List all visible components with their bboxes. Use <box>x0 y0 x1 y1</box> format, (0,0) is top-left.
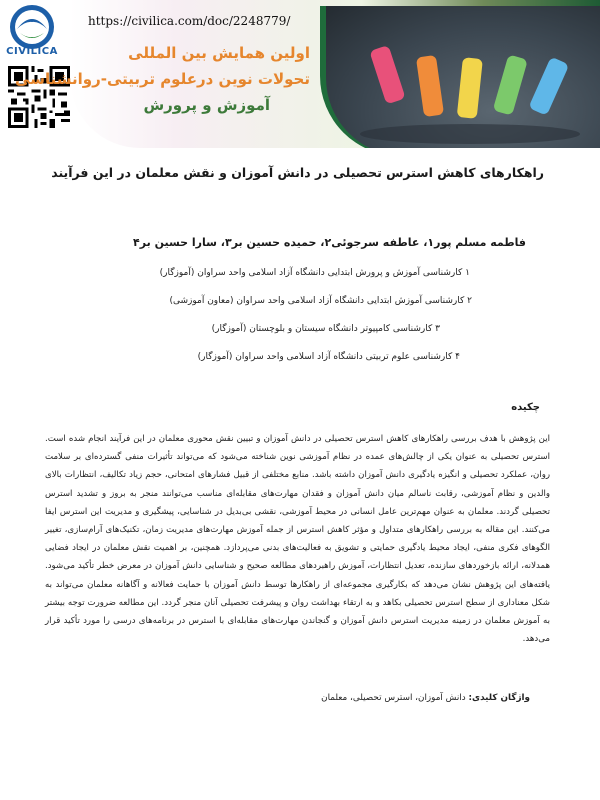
keywords-list: دانش آموزان، استرس تحصیلی، معلمان <box>321 693 466 703</box>
authors: فاطمه مسلم پور۱، عاطفه سرجوئی۲، حمیده حسین بر۳، سارا حسین بر۴ <box>133 236 526 249</box>
page-header <box>0 0 600 150</box>
banner-line-1: اولین همایش بین المللی <box>128 44 310 62</box>
chalkboard-image <box>320 6 600 148</box>
affiliation-3: ۳ کارشناسی کامپیوتر دانشگاه سیستان و بلوچستان (آموزگار) <box>211 324 440 334</box>
affiliation-1: ۱ کارشناسی آموزش و پرورش ابتدایی دانشگاه آزاد اسلامی واحد سراوان (آموزگار) <box>159 268 470 278</box>
chalk-pieces-icon <box>320 6 600 148</box>
document-url[interactable]: https://civilica.com/doc/2248779/ <box>88 14 291 28</box>
banner-line-3: آموزش و پرورش <box>143 96 270 114</box>
abstract-text: این پژوهش با هدف بررسی راهکارهای کاهش استرس تحصیلی در دانش آموزان و تبیین نقش محوری معلمان در این فرآیند انجام شده است. استرس تحصیلی به عنوان یکی از چالش‌های عمده در نظام آموزشی نوین شناخته می‌شود که می‌تواند تأثیرات منفی گسترده‌ای بر سلامت روان، عملکرد تحصیلی و انگیزه یادگیری دانش آموزان داشته باشد. منابع مختلفی از قبیل فشارهای امتحانی، حجم زیاد تکالیف، انتظارات بالای والدین و نظام آموزشی، رقابت ناسالم میان دانش آموزان و فقدان مهارت‌های مقابله‌ای مناسب می‌توانند منجر به بروز و تشدید استرس تحصیلی گردند. معلمان به عنوان مهم‌ترین عامل انسانی در محیط آموزشی، نقشی بی‌بدیل در شناسایی، پیشگیری و مدیریت این استرس ایفا می‌کنند. این مقاله به بررسی راهکارهای متداول و مؤثر کاهش استرس از جمله آموزش مهارت‌های مدیریت زمان، تکنیک‌های آرام‌سازی، تغییر الگوهای فکری منفی، ایجاد محیط یادگیری حمایتی و تشویق به فعالیت‌های بدنی می‌پردازد. همچنین، بر اهمیت نقش معلمان در ایجاد فضایی همدلانه، ارائه بازخوردهای سازنده، تعدیل انتظارات، آموزش راهبردهای مطالعه صحیح و شناسایی دانش آموزان در معرض خطر تأکید می‌شود. یافته‌های این پژوهش نشان می‌دهد که بکارگیری مجموعه‌ای از راهکارها توسط دانش آموزان با حمایت فعالانه و آگاهانه معلمان می‌تواند به شکل معناداری از سطح استرس تحصیلی بکاهد و به ارتقاء بهداشت روان و پیشرفت تحصیلی آنان منجر گردد. این مطالعه ضرورت توجه بیشتر به آموزش معلمان در زمینه مدیریت استرس دانش آموزان و گنجاندن مهارت‌های مقابله‌ای با استرس در برنامه‌های درسی را مورد تأکید قرار می‌دهد. <box>45 434 550 645</box>
keywords-label: واژگان کلیدی: <box>468 693 530 703</box>
banner-line-2: تحولات نوین درعلوم تربیتی-روانشناسی <box>15 70 310 88</box>
affiliation-4: ۴ کارشناسی علوم تربیتی دانشگاه آزاد اسلامی واحد سراوان (آموزگار) <box>197 352 460 362</box>
logo-text: CIVILICA <box>6 46 58 57</box>
keywords-line <box>321 693 530 703</box>
affiliation-2: ۲ کارشناسی آموزش ابتدایی دانشگاه آزاد اسلامی واحد سراوان (معاون آموزشی) <box>169 296 472 306</box>
abstract-heading: چکیده <box>511 402 540 413</box>
paper-title: راهکارهای کاهش استرس تحصیلی در دانش آموزان و نقش معلمان در این فرآیند <box>51 165 544 180</box>
